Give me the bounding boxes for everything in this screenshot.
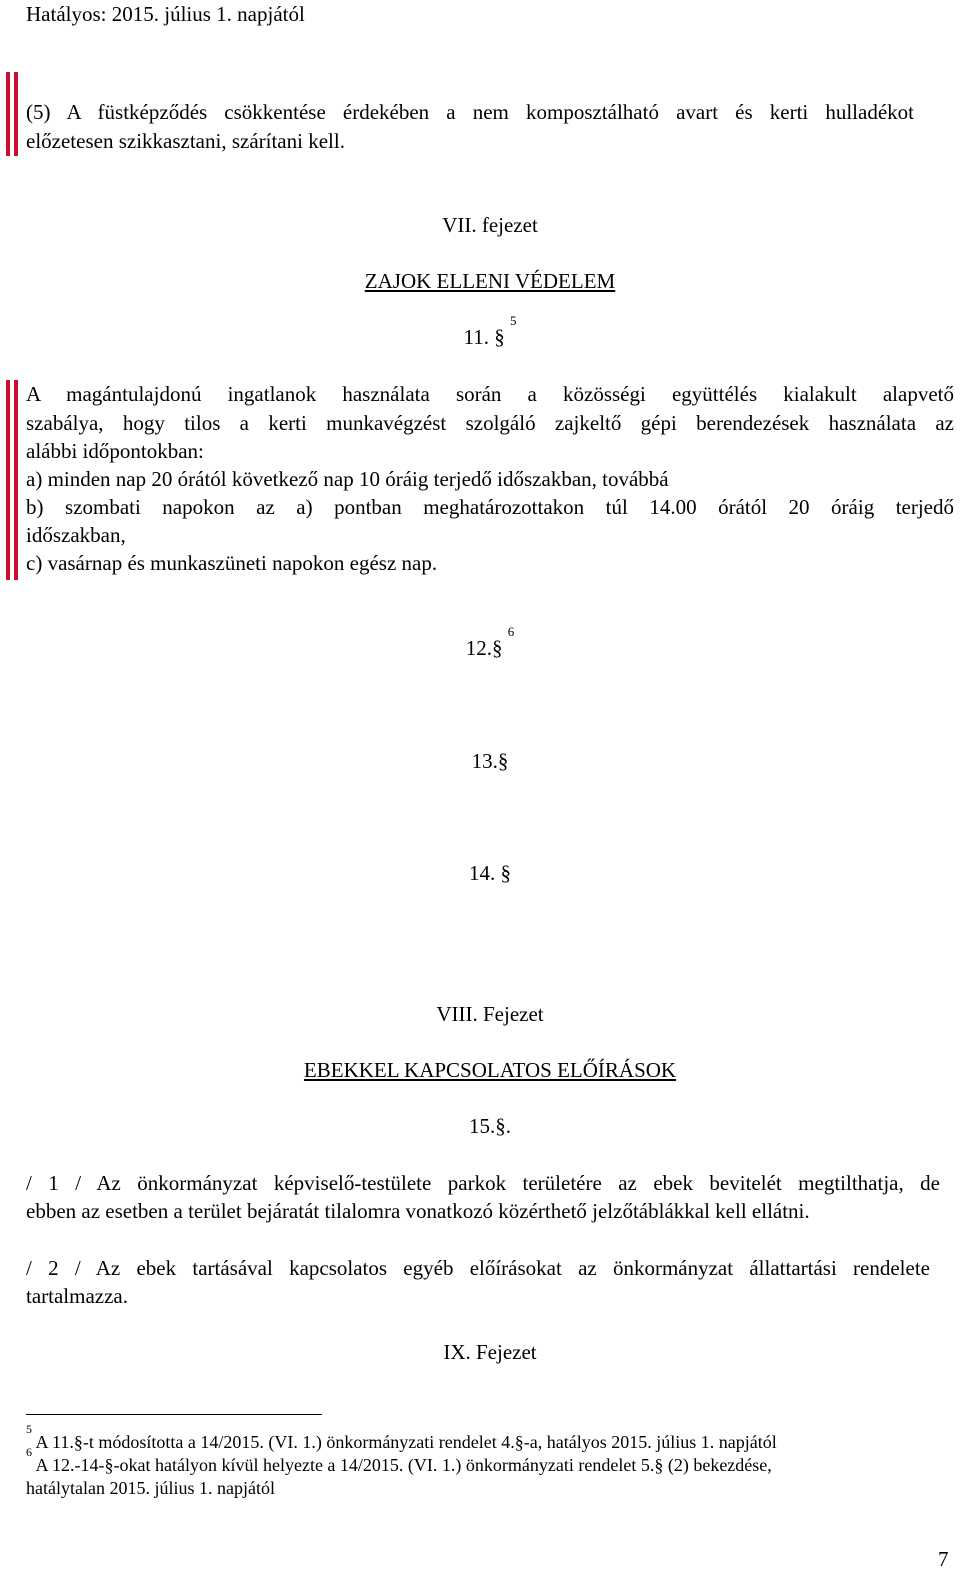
paragraph-5-line: előzetesen szikkasztani, szárítani kell. — [26, 129, 345, 153]
list-item-a: a) minden nap 20 órától következő nap 10 óráig terjedő időszakban, továbbá — [26, 467, 669, 491]
section-11-line: alábbi időpontokban: — [26, 439, 204, 463]
footnote-text: A 12.-14-§-okat hatályon kívül helyezte a 14/2015. (VI. 1.) önkormányzati rendelet 5.§ (2) bekezdése, — [35, 1455, 772, 1475]
section-number: 12.§ — [465, 636, 503, 660]
section-number: 13.§ — [471, 749, 509, 773]
paragraph-5-line: (5) A füstképződés csökkentése érdekében a nem komposztálható avart és kerti hulladékot — [26, 100, 914, 124]
change-bar — [6, 380, 10, 580]
section-15-paragraph-1: ebben az esetben a terület bejáratát tilalomra vonatkozó közérthető jelzőtáblákkal kell ellátni. — [26, 1199, 810, 1223]
footnote — [26, 1445, 772, 1477]
section-label — [0, 313, 960, 351]
footnote-text: A 11.§-t módosította a 14/2015. (VI. 1.) önkormányzati rendelet 4.§-a, hatályos 2015. július 1. napjától — [35, 1432, 777, 1452]
footnote — [26, 1422, 777, 1454]
section-number: 15.§. — [469, 1114, 511, 1138]
change-bar — [6, 72, 10, 156]
chapter-title: IX. Fejezet — [443, 1340, 537, 1364]
footnote-separator — [26, 1414, 322, 1415]
section-15-paragraph-1: / 1 / Az önkormányzat képviselő-testülete parkok területére az ebek bevitelét megtilthatja, de — [26, 1171, 940, 1195]
chapter-title: VII. fejezet — [442, 213, 538, 237]
chapter-heading: EBEKKEL KAPCSOLATOS ELŐÍRÁSOK — [303, 1058, 677, 1082]
effective-date-header: Hatályos: 2015. július 1. napjától — [26, 2, 305, 26]
list-item-b-cont: időszakban, — [26, 523, 126, 547]
section-11-line: szabálya, hogy tilos a kerti munkavégzést szolgáló zajkeltő gépi berendezések használata az — [26, 411, 954, 435]
list-item-c: c) vasárnap és munkaszüneti napokon egész nap. — [26, 551, 438, 575]
section-number: 11. § — [463, 325, 505, 349]
list-item-b: b) szombati napokon az a) pontban meghatározottakon túl 14.00 órától 20 óráig terjedő — [26, 495, 954, 519]
section-15-paragraph-2: tartalmazza. — [26, 1284, 129, 1308]
footnote-ref[interactable]: 5 — [509, 313, 517, 328]
chapter-title: VIII. Fejezet — [436, 1002, 544, 1026]
footnote-number: 6 — [26, 1445, 32, 1459]
change-bar — [14, 380, 18, 580]
chapter-heading: ZAJOK ELLENI VÉDELEM — [364, 269, 616, 293]
section-label — [0, 624, 960, 662]
page-number: 7 — [938, 1547, 949, 1571]
footnote-text-cont: hatálytalan 2015. július 1. napjától — [26, 1478, 275, 1498]
footnote-ref[interactable]: 6 — [507, 624, 515, 639]
section-15-paragraph-2: / 2 / Az ebek tartásával kapcsolatos egyéb előírásokat az önkormányzat állattartási rendelete — [26, 1256, 930, 1280]
section-number: 14. § — [469, 861, 511, 885]
footnote-number: 5 — [26, 1422, 32, 1436]
section-11-line: A magántulajdonú ingatlanok használata során a közösségi együttélés kialakult alapvető — [26, 382, 954, 406]
change-bar — [14, 72, 18, 156]
